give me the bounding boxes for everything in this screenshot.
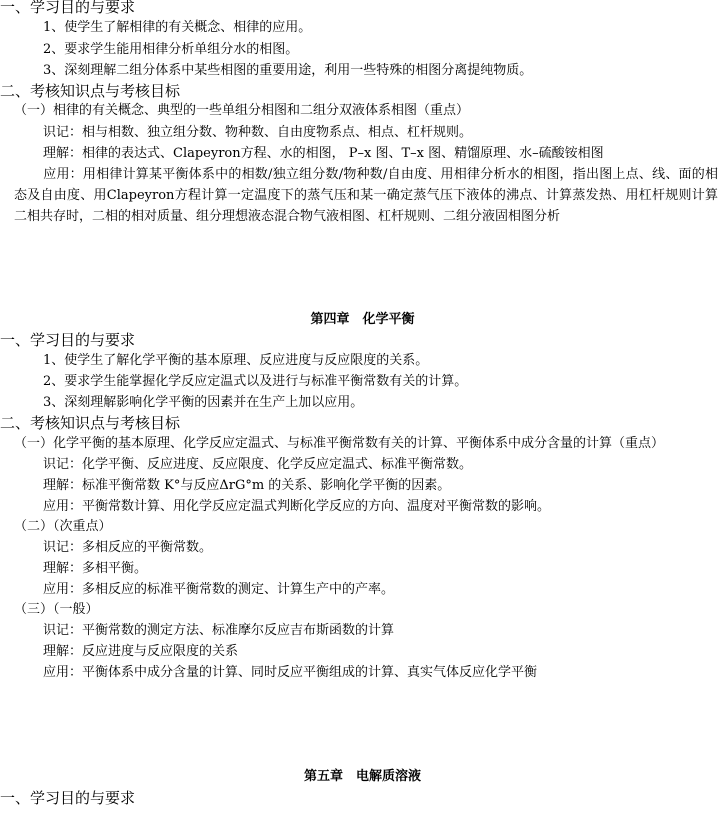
point-apply: 应用：平衡体系中成分含量的计算、同时反应平衡组成的计算、真实气体反应化学平衡: [43, 665, 538, 680]
goal-item: 1、使学生了解相律的有关概念、相律的应用。: [43, 20, 312, 35]
point-apply: 应用：多相反应的标准平衡常数的测定、计算生产中的产率。: [43, 582, 395, 597]
point-understand: 理解：多相平衡。: [43, 561, 148, 576]
point-apply: 应用：平衡常数计算、用化学反应定温式判断化学反应的方向、温度对平衡常数的影响。: [43, 499, 551, 514]
point-title: （一）化学平衡的基本原理、化学反应定温式、与标准平衡常数有关的计算、平衡体系中成分含量的计算（重点）: [14, 436, 665, 451]
point-recall: 识记：相与相数、独立组分数、物种数、自由度物系点、相点、杠杆规则。: [43, 125, 473, 140]
section-heading-goals: 一、学习目的与要求: [0, 0, 136, 16]
point-title: （三）（一般）: [14, 602, 99, 617]
point-understand: 理解：标准平衡常数 K°与反应ΔrG°m 的关系、影响化学平衡的因素。: [43, 478, 451, 493]
point-understand: 理解：相律的表达式、Clapeyron方程、水的相图， P–x 图、T–x 图、精馏原理、水–硫酸铵相图: [43, 146, 604, 161]
goal-item: 3、深刻理解影响化学平衡的因素并在生产上加以应用。: [43, 395, 364, 410]
section-heading-goals: 一、学习目的与要求: [0, 789, 136, 807]
chapter-title: 第四章 化学平衡: [310, 312, 415, 327]
goal-item: 3、深刻理解二组分体系中某些相图的重要用途，利用一些特殊的相图分离提纯物质。: [43, 63, 533, 78]
point-recall: 识记：化学平衡、反应进度、反应限度、化学反应定温式、标准平衡常数。: [43, 457, 473, 472]
section-heading-points: 二、考核知识点与考核目标: [0, 82, 181, 100]
point-title: （一）相律的有关概念、典型的一些单组分相图和二组分双液体系相图（重点）: [14, 103, 470, 118]
point-recall: 识记：多相反应的平衡常数。: [43, 540, 213, 555]
section-heading-goals: 一、学习目的与要求: [0, 331, 136, 349]
goal-item: 2、要求学生能用相律分析单组分水的相图。: [43, 42, 299, 57]
point-recall: 识记：平衡常数的测定方法、标准摩尔反应吉布斯函数的计算: [43, 623, 395, 638]
section-heading-points: 二、考核知识点与考核目标: [0, 414, 181, 432]
chapter-title: 第五章 电解质溶液: [303, 769, 421, 784]
point-apply-text: 应用：用相律计算某平衡体系中的相数/独立组分数/物种数/自由度、用相律分析水的相图，指出图上点、线、面的相态及自由度、用Clapeyron方程计算一定温度下的蒸气压和某一确定蒸气压下液体的沸点、计算蒸发热、用杠杆规则计算二相共存时，二相的相对质量、组分理想液态混合物气液相图、杠杆规则、二组分液固相图分析: [14, 167, 718, 224]
point-title: （二）（次重点）: [14, 519, 112, 534]
point-apply: [14, 164, 718, 227]
goal-item: 2、要求学生能掌握化学反应定温式以及进行与标准平衡常数有关的计算。: [43, 374, 468, 389]
point-understand: 理解：反应进度与反应限度的关系: [43, 644, 239, 659]
goal-item: 1、使学生了解化学平衡的基本原理、反应进度与反应限度的关系。: [43, 353, 429, 368]
